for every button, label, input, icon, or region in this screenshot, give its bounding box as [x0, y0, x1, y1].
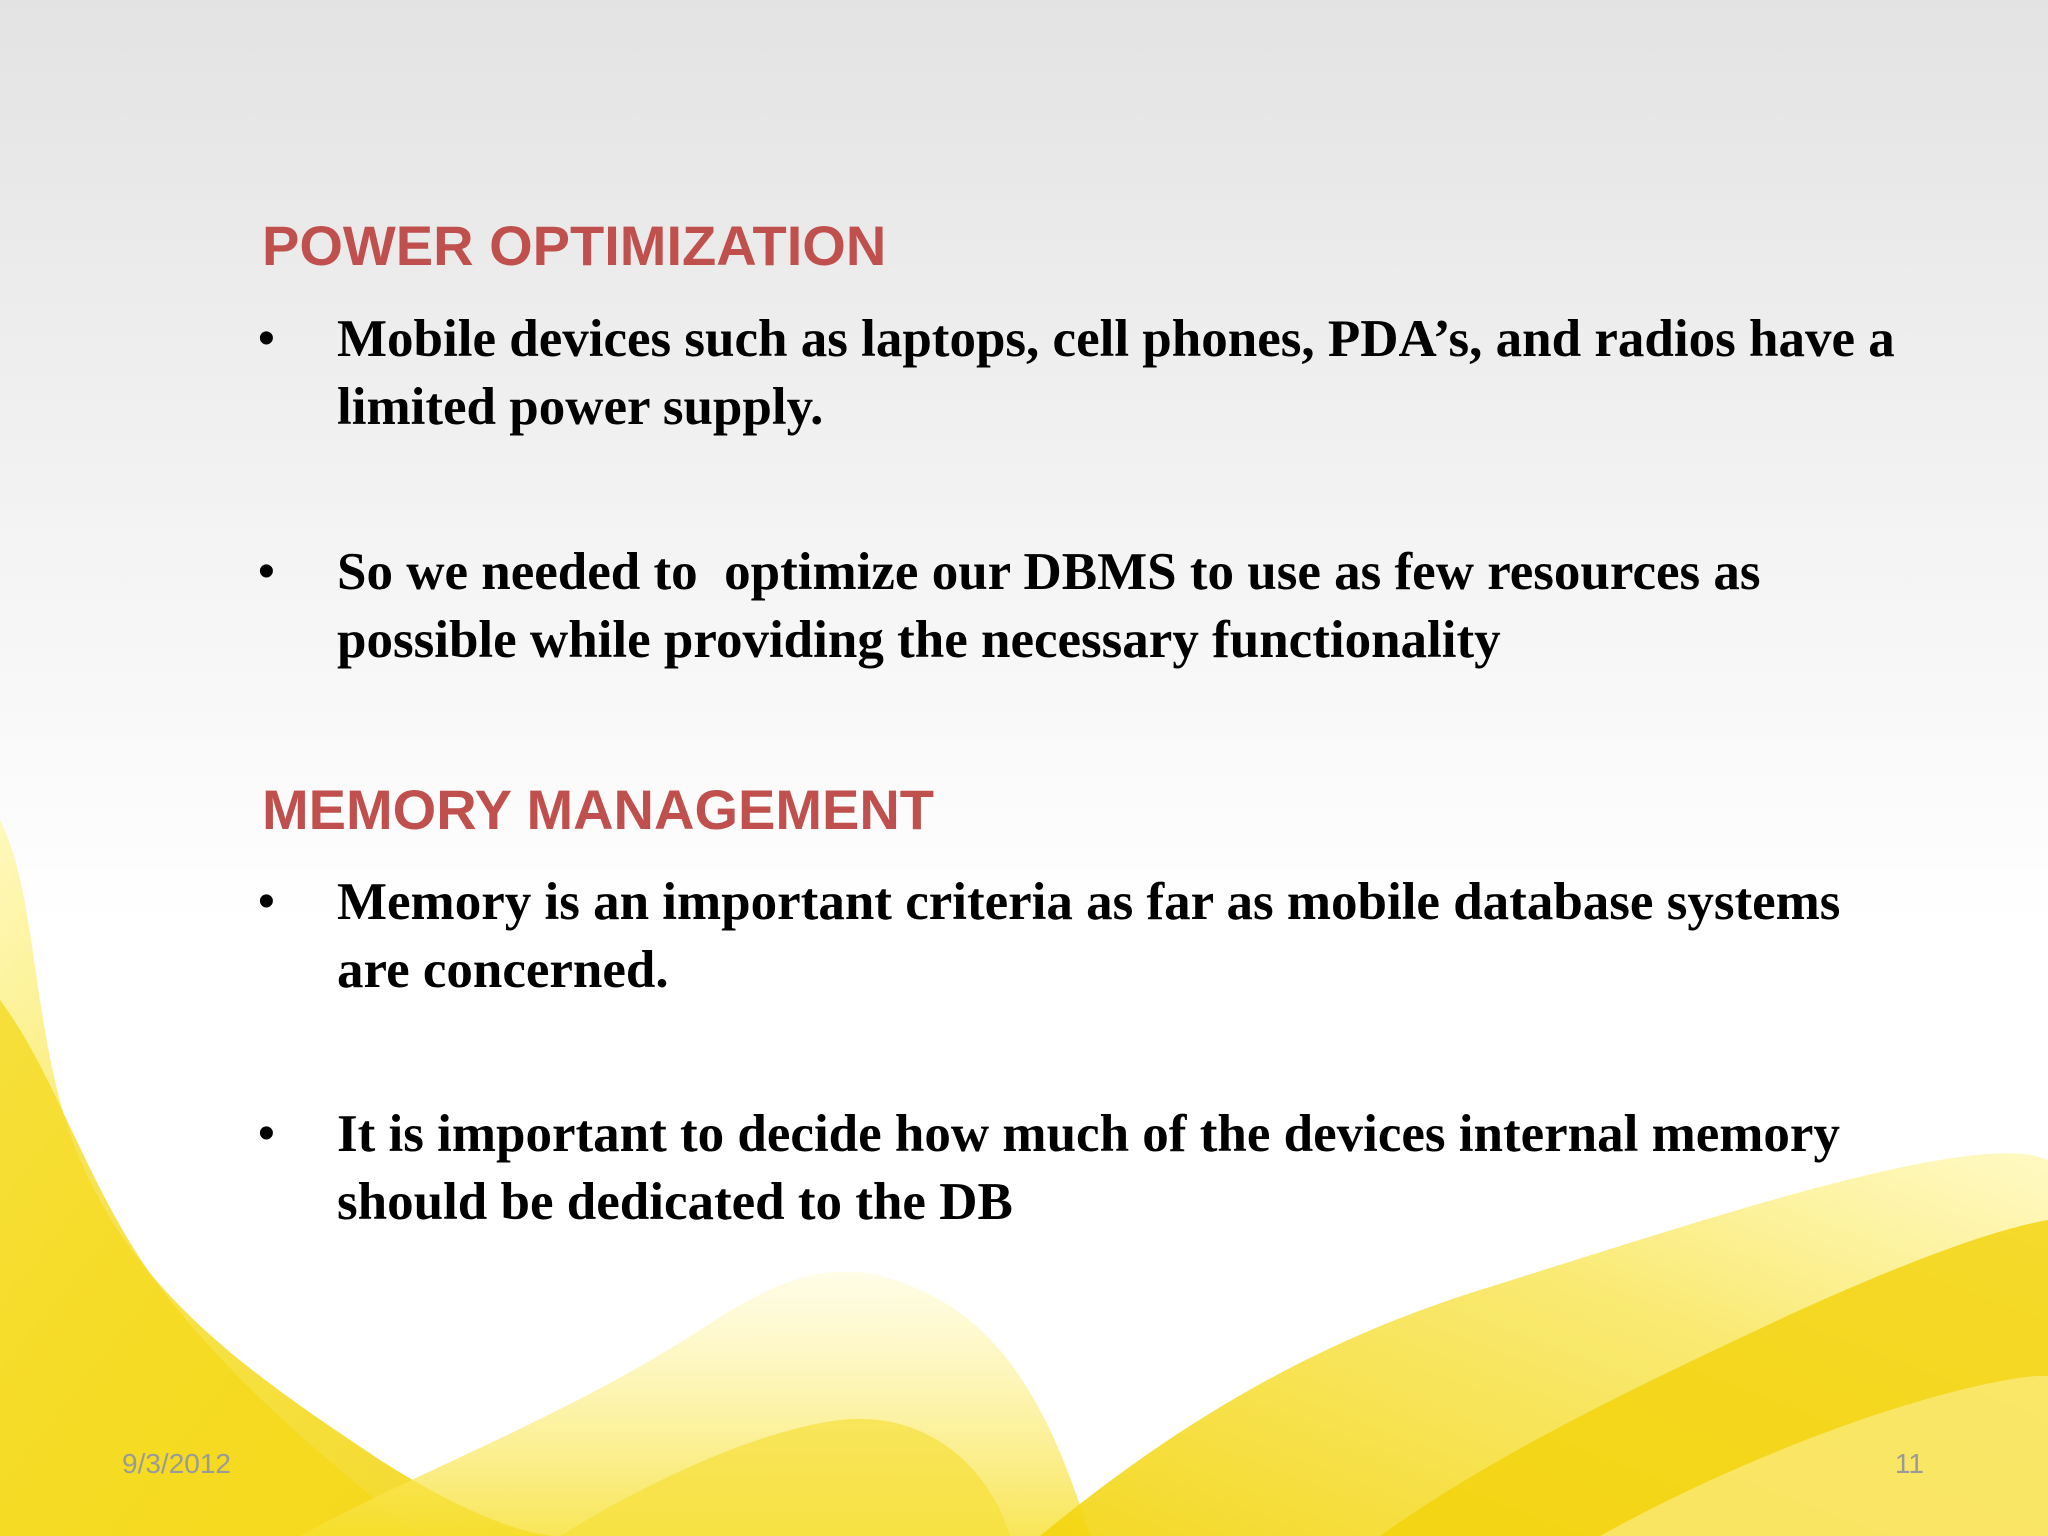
bullet-item: [258, 538, 1908, 674]
bullet-text: Memory is an important criteria as far as mobile database systems are concerned.: [337, 873, 1854, 999]
section-heading-power-optimization: POWER OPTIMIZATION: [262, 214, 887, 277]
bullet-item: [258, 1100, 1908, 1236]
bullet-dot: •: [258, 312, 275, 365]
section-heading-memory-management: MEMORY MANAGEMENT: [262, 778, 934, 841]
bullet-item: [258, 305, 1908, 441]
bullet-dot: •: [258, 1107, 275, 1160]
bullet-dot: •: [258, 875, 275, 928]
bullet-text: Mobile devices such as laptops, cell phones, PDA’s, and radios have a limited power supply.: [337, 310, 1908, 436]
bullet-text: It is important to decide how much of the devices internal memory should be dedicated to the DB: [337, 1105, 1854, 1231]
bullet-dot: •: [258, 545, 275, 598]
bullet-text: So we needed to optimize our DBMS to use as few resources as possible while providing the necessary functionality: [337, 543, 1774, 669]
footer-page-number: 11: [1894, 1448, 1924, 1479]
bullet-item: [258, 868, 1908, 1004]
footer-date: 9/3/2012: [122, 1448, 231, 1479]
